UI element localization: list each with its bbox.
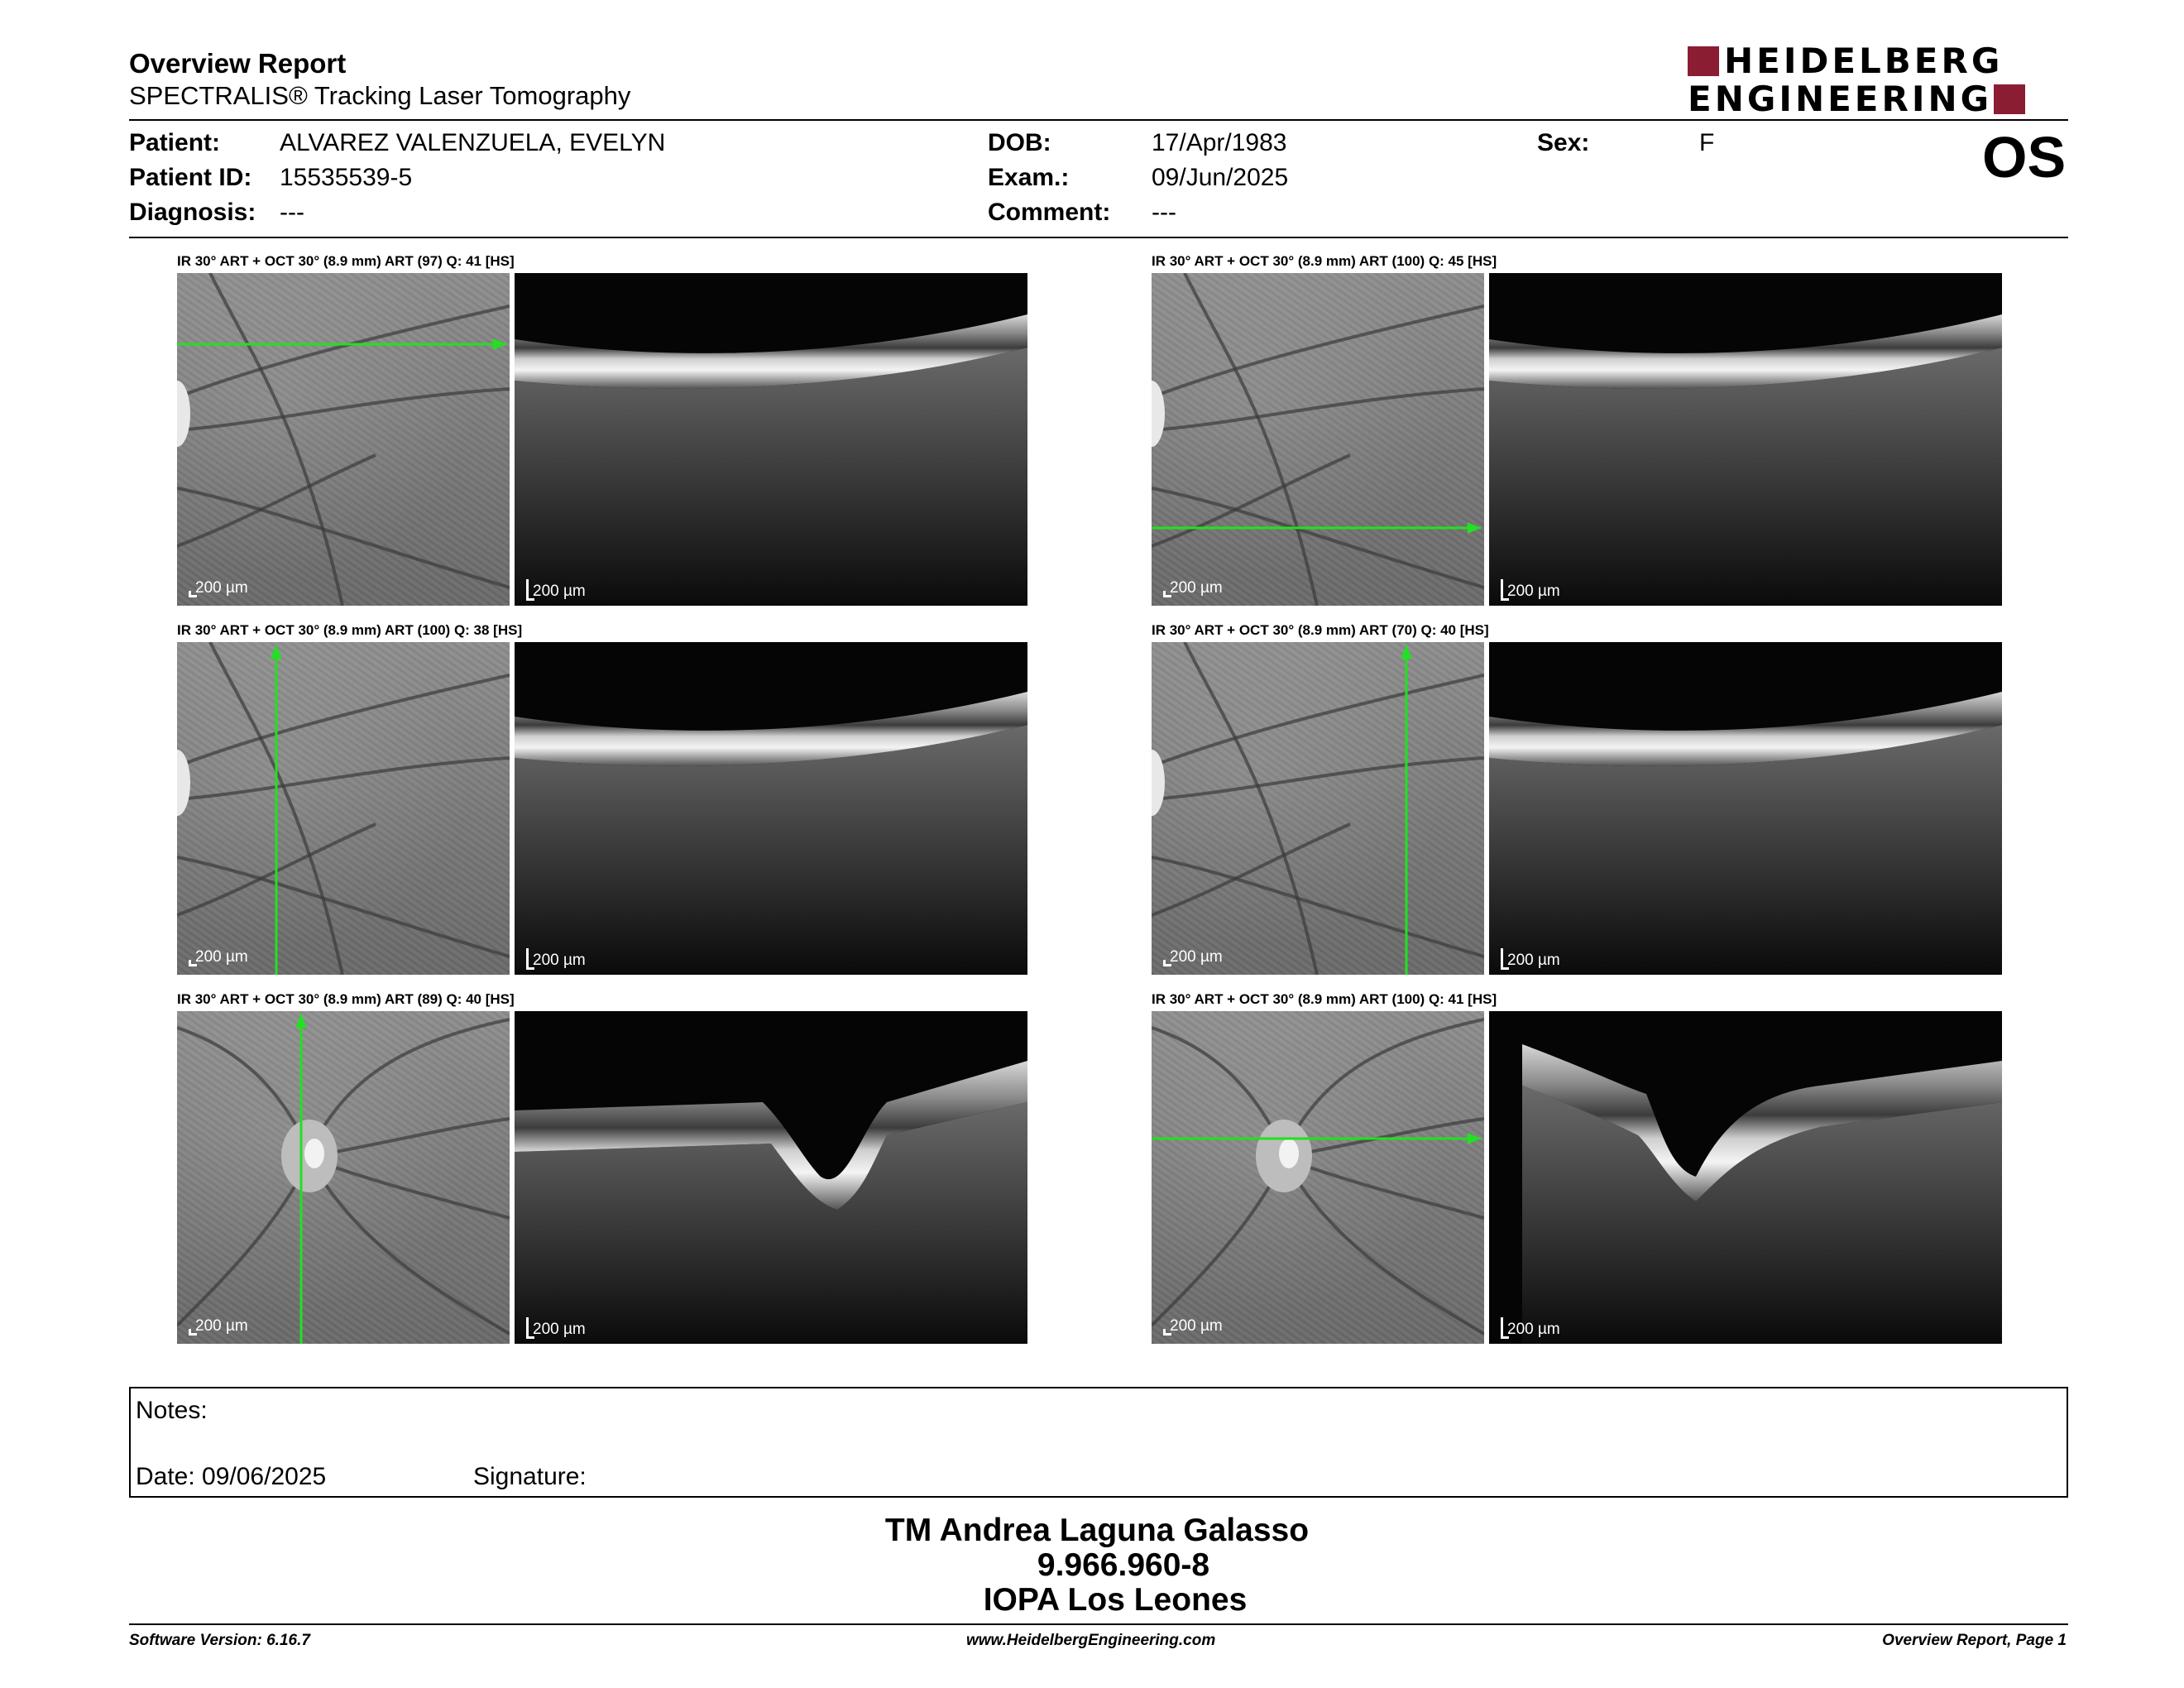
oct-scale-bar xyxy=(526,1314,609,1339)
retinal-vessel xyxy=(1284,1160,1484,1334)
oct-scale-bar xyxy=(526,945,609,970)
page-label: Overview Report, Page 1 xyxy=(1882,1632,2067,1649)
logo-square-icon xyxy=(1688,46,1719,76)
patient-id: 15535539-5 xyxy=(280,164,413,191)
oct-bscan-image xyxy=(1489,1011,2002,1344)
exam-label: Exam.: xyxy=(988,164,1070,191)
technician-id: 9.966.960-8 xyxy=(1037,1547,1210,1583)
notes-box xyxy=(129,1387,2068,1498)
optic-disc xyxy=(1152,750,1165,816)
scan-title: IR 30° ART + OCT 30° (8.9 mm) ART (97) Q: 41 [HS] xyxy=(177,253,515,269)
scan-title: IR 30° ART + OCT 30° (8.9 mm) ART (70) Q: 40 [HS] xyxy=(1152,622,1489,638)
ir-scale-bar xyxy=(1163,576,1246,597)
logo-line2: ENGINEERING xyxy=(1688,79,1993,119)
optic-cup xyxy=(304,1139,324,1168)
oct-bscan-image xyxy=(515,273,1027,606)
retinal-vessel xyxy=(314,1119,510,1156)
patient-label: Patient: xyxy=(129,129,221,156)
retinal-vessel xyxy=(210,273,342,606)
ir-scale-label: 200 µm xyxy=(1170,1317,1223,1335)
retinal-vessel xyxy=(1152,857,1484,957)
retinal-vessel xyxy=(1152,488,1484,587)
oct-bscan-image xyxy=(515,1011,1027,1344)
oct-scale-label: 200 µm xyxy=(533,583,586,600)
notes-label: Notes: xyxy=(136,1397,208,1424)
optic-disc xyxy=(177,381,190,447)
oct-scale-label: 200 µm xyxy=(1507,952,1560,969)
oct-bscan-image xyxy=(1489,273,2002,606)
oct-scale-label: 200 µm xyxy=(1507,583,1560,600)
retinal-vessel xyxy=(309,1160,510,1334)
ir-fundus-image xyxy=(1152,642,1484,975)
oct-scale-label: 200 µm xyxy=(533,1321,586,1338)
diagnosis-value: --- xyxy=(280,199,304,226)
exam-value: 09/Jun/2025 xyxy=(1152,164,1289,191)
retinal-vessel xyxy=(1185,273,1317,606)
header-rule xyxy=(129,119,2068,121)
patient-id-label: Patient ID: xyxy=(129,164,252,191)
retinal-vessel xyxy=(1152,455,1350,546)
retinal-vessel xyxy=(1152,758,1484,799)
optic-disc xyxy=(1152,381,1165,447)
oct-bscan-image xyxy=(1489,642,2002,975)
retinal-vessel xyxy=(1152,306,1484,397)
arrow-head-icon xyxy=(1468,522,1481,534)
eye-label: OS xyxy=(1982,125,2067,189)
logo-line1: HEIDELBERG xyxy=(1724,41,2004,81)
ir-scale-bar xyxy=(189,945,271,966)
report-subtitle: SPECTRALIS® Tracking Laser Tomography xyxy=(129,81,631,110)
retinal-vessel xyxy=(1284,1019,1484,1152)
retinal-vessel xyxy=(177,455,376,546)
ir-scale-bar xyxy=(189,576,271,597)
oct-bscan-image xyxy=(515,642,1027,975)
retinal-vessel xyxy=(1152,824,1350,915)
oct-scale-bar xyxy=(1501,1314,1583,1339)
retinal-vessel xyxy=(309,1019,510,1152)
notes-date: Date: 09/06/2025 xyxy=(136,1463,327,1490)
dob-value: 17/Apr/1983 xyxy=(1152,129,1287,156)
arrow-head-icon xyxy=(1401,645,1412,659)
ir-scale-label: 200 µm xyxy=(1170,579,1223,597)
signature-label: Signature: xyxy=(473,1463,587,1490)
ir-scale-label: 200 µm xyxy=(195,579,248,597)
dob-label: DOB: xyxy=(988,129,1051,156)
heidelberg-logo xyxy=(1688,43,2068,117)
ir-fundus-image xyxy=(1152,273,1484,606)
scan-title: IR 30° ART + OCT 30° (8.9 mm) ART (100) Q: 38 [HS] xyxy=(177,622,523,638)
ir-scale-bar xyxy=(1163,945,1246,966)
retinal-vessel xyxy=(177,488,510,587)
footer-rule xyxy=(129,1623,2068,1625)
oct-scale-bar xyxy=(1501,945,1583,970)
ir-fundus-image xyxy=(177,273,510,606)
ir-scale-bar xyxy=(1163,1314,1246,1336)
arrow-head-icon xyxy=(271,645,282,659)
optic-cup xyxy=(1279,1139,1299,1168)
retinal-vessel xyxy=(1152,675,1484,766)
report-title: Overview Report xyxy=(129,48,347,79)
scan-title: IR 30° ART + OCT 30° (8.9 mm) ART (100) Q: 41 [HS] xyxy=(1152,991,1497,1007)
retinal-vessel xyxy=(177,675,510,766)
arrow-head-icon xyxy=(1468,1133,1481,1144)
ir-scale-label: 200 µm xyxy=(195,948,248,966)
ir-scale-label: 200 µm xyxy=(195,1317,248,1335)
oct-scale-label: 200 µm xyxy=(533,952,586,969)
optic-disc xyxy=(177,750,190,816)
oct-scale-bar xyxy=(526,576,609,601)
retinal-vessel xyxy=(1185,642,1317,975)
oct-scale-label: 200 µm xyxy=(1507,1321,1560,1338)
ir-fundus-image xyxy=(1152,1011,1484,1344)
technician-institution: IOPA Los Leones xyxy=(983,1582,1248,1618)
logo-square-icon xyxy=(1994,84,2025,114)
ir-fundus-image xyxy=(177,1011,510,1344)
retinal-vessel xyxy=(177,857,510,957)
scan-title: IR 30° ART + OCT 30° (8.9 mm) ART (100) Q: 45 [HS] xyxy=(1152,253,1497,269)
retinal-vessel xyxy=(177,306,510,397)
comment-value: --- xyxy=(1152,199,1176,226)
retinal-vessel xyxy=(177,1160,309,1326)
retinal-vessel xyxy=(1152,1160,1284,1326)
patient-name: ALVAREZ VALENZUELA, EVELYN xyxy=(280,129,666,156)
info-rule xyxy=(129,237,2068,238)
arrow-head-icon xyxy=(493,338,506,350)
website-link[interactable]: www.HeidelbergEngineering.com xyxy=(966,1632,1216,1649)
sex-label: Sex: xyxy=(1537,129,1590,156)
technician-name: TM Andrea Laguna Galasso xyxy=(884,1513,1310,1548)
oct-scale-bar xyxy=(1501,576,1583,601)
scan-title: IR 30° ART + OCT 30° (8.9 mm) ART (89) Q: 40 [HS] xyxy=(177,991,515,1007)
arrow-head-icon xyxy=(295,1014,307,1028)
software-version: Software Version: 6.16.7 xyxy=(129,1632,310,1649)
comment-label: Comment: xyxy=(988,199,1111,226)
retinal-vessel xyxy=(177,758,510,799)
diagnosis-label: Diagnosis: xyxy=(129,199,256,226)
ir-scale-label: 200 µm xyxy=(1170,948,1223,966)
sex-value: F xyxy=(1699,129,1715,156)
retinal-vessel xyxy=(1152,389,1484,430)
ir-fundus-image xyxy=(177,642,510,975)
retinal-vessel xyxy=(177,389,510,430)
ir-scale-bar xyxy=(189,1314,271,1336)
